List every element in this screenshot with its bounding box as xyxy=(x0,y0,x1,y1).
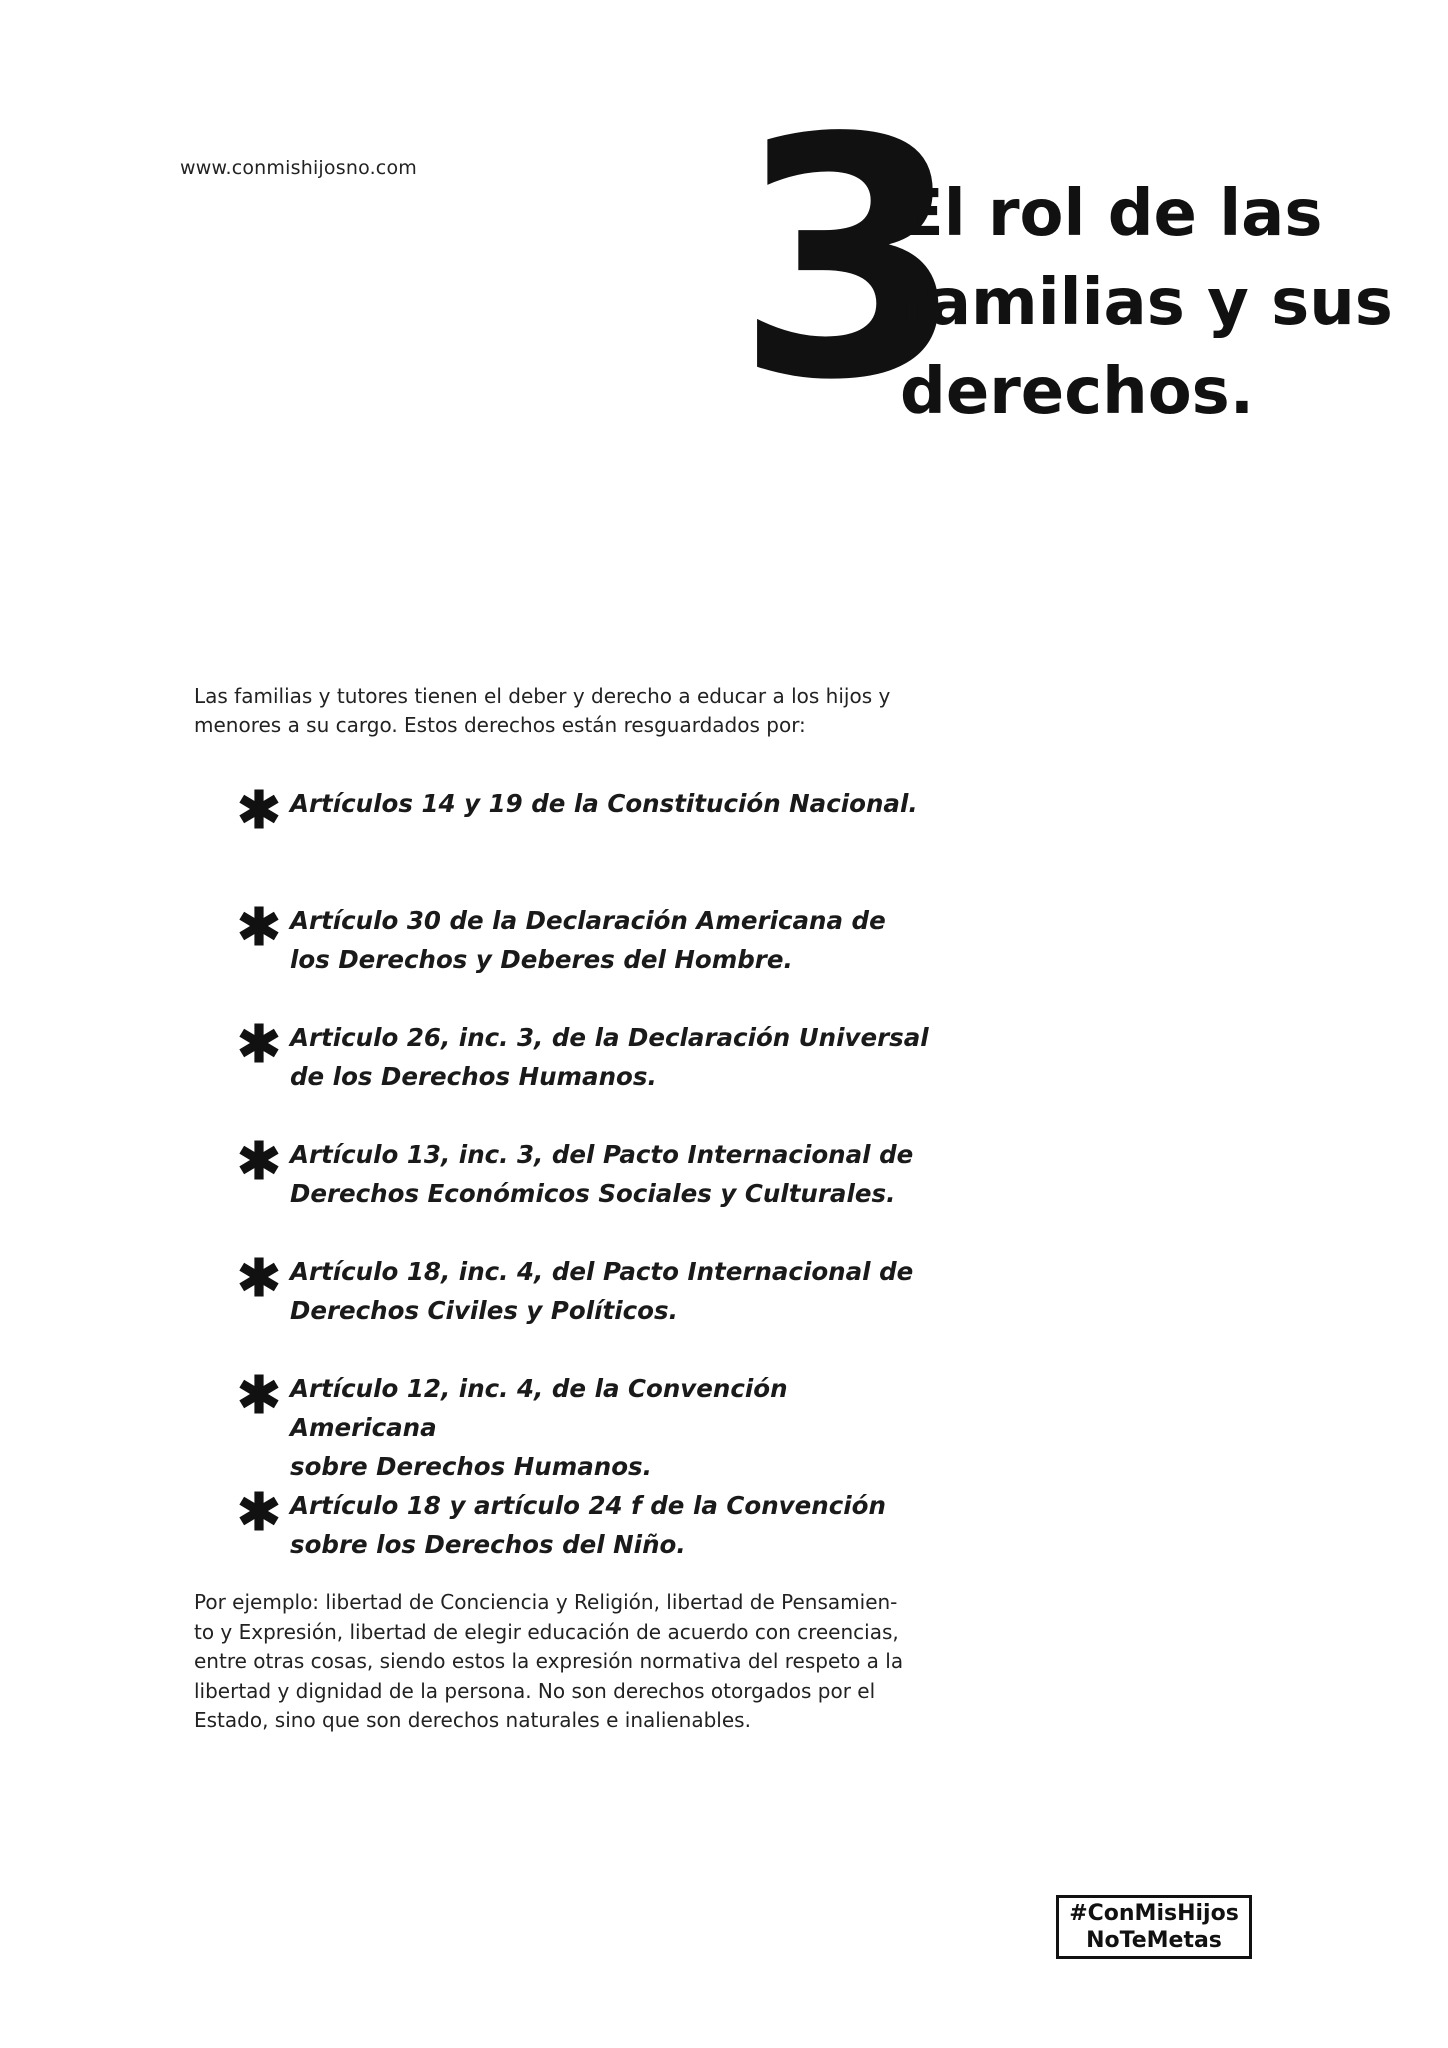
law-text: Artículos 14 y 19 de la Constitución Nacional. xyxy=(290,789,918,818)
asterisk-icon xyxy=(236,1371,282,1417)
law-item xyxy=(236,901,936,1018)
asterisk-icon xyxy=(236,1137,282,1183)
law-item xyxy=(236,784,936,901)
asterisk-icon xyxy=(236,1020,282,1066)
laws-list xyxy=(236,784,936,1603)
hashtag-box xyxy=(1056,1895,1252,1959)
law-text: Articulo 26, inc. 3, de la Declaración Universal de los Derechos Humanos. xyxy=(290,1023,929,1091)
law-item xyxy=(236,1135,936,1252)
chapter-title-line: El rol de las xyxy=(900,177,1323,251)
chapter-number: 3 xyxy=(735,68,959,452)
asterisk-icon xyxy=(236,1488,282,1534)
hashtag-line: #ConMisHijos xyxy=(1069,1901,1239,1926)
law-text: Artículo 12, inc. 4, de la Convención Americana sobre Derechos Humanos. xyxy=(290,1374,788,1481)
law-text: Artículo 30 de la Declaración Americana de los Derechos y Deberes del Hombre. xyxy=(290,906,886,974)
asterisk-icon xyxy=(236,786,282,832)
law-text: Artículo 13, inc. 3, del Pacto Internacional de Derechos Económicos Sociales y Culturales. xyxy=(290,1140,914,1208)
chapter-title-line: derechos. xyxy=(900,355,1255,429)
law-text: Artículo 18 y artículo 24 f de la Convención sobre los Derechos del Niño. xyxy=(290,1491,886,1559)
chapter-title xyxy=(900,170,1393,437)
law-text: Artículo 18, inc. 4, del Pacto Internacional de Derechos Civiles y Políticos. xyxy=(290,1257,914,1325)
law-item xyxy=(236,1252,936,1369)
law-item xyxy=(236,1369,936,1486)
asterisk-icon xyxy=(236,1254,282,1300)
asterisk-icon xyxy=(236,903,282,949)
intro-paragraph: Las familias y tutores tienen el deber y derecho a educar a los hijos y menores a su cargo. Estos derechos están resguardados por: xyxy=(194,684,891,737)
chapter-title-line: familias y sus xyxy=(900,266,1393,340)
hashtag-line: NoTeMetas xyxy=(1086,1928,1222,1953)
law-item xyxy=(236,1018,936,1135)
closing-paragraph: Por ejemplo: libertad de Conciencia y Religión, libertad de Pensamien- to y Expresión, libertad de elegir educación de acuerdo con creencias, entre otras cosas, siendo estos la expresión normativa del respeto a la libertad y dignidad de la persona. No son derechos otorgados por el Estado, sino que son derechos naturales e inalienables. xyxy=(194,1590,904,1732)
site-url: www.conmishijosno.com xyxy=(180,157,417,179)
law-item xyxy=(236,1486,936,1603)
